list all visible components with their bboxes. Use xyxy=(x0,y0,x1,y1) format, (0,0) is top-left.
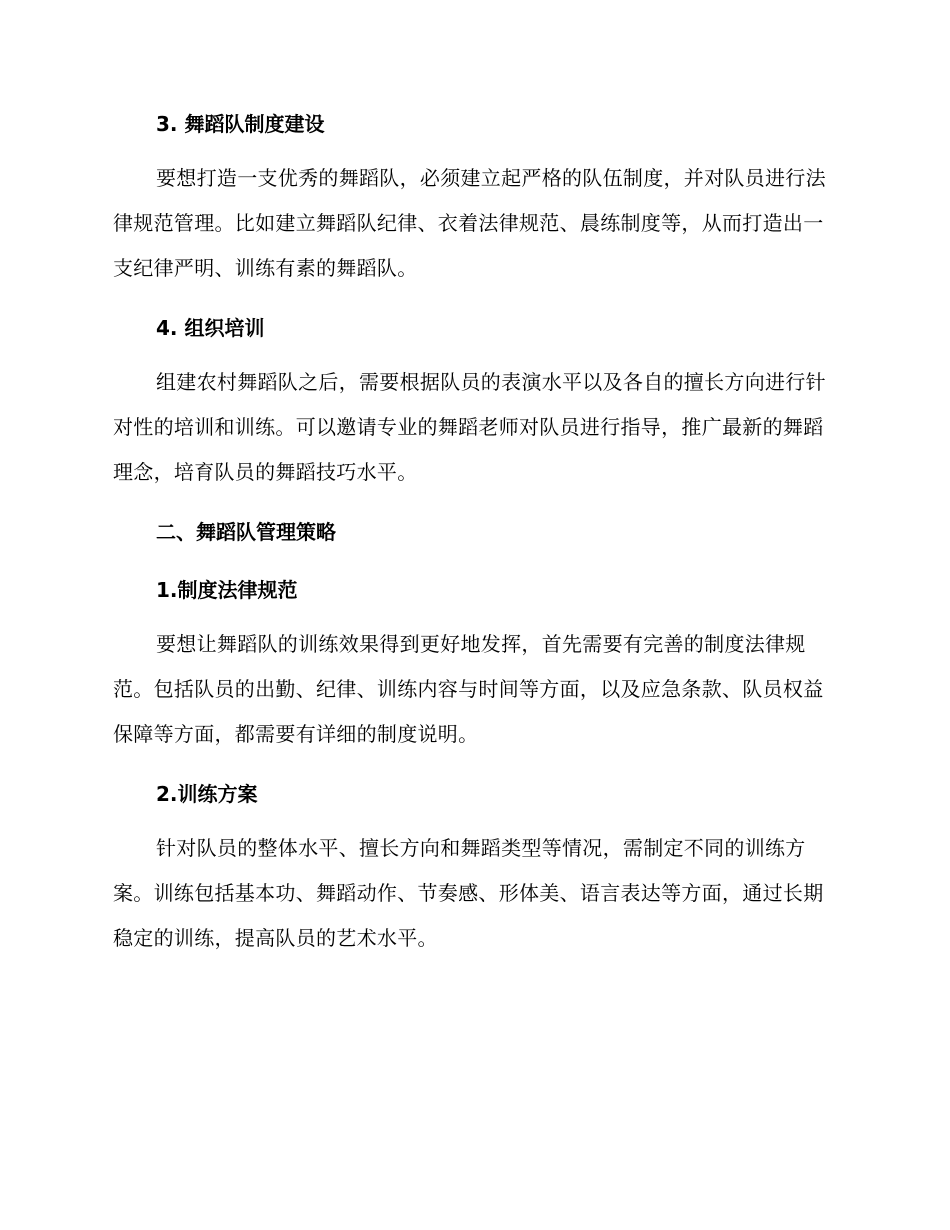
paragraph-organize-training: 组建农村舞蹈队之后，需要根据队员的表演水平以及各自的擅长方向进行针对性的培训和训练。可以邀请专业的舞蹈老师对队员进行指导，推广最新的舞蹈理念，培育队员的舞蹈技巧水平。 xyxy=(113,370,826,484)
section-heading-organize-training: 4. 组织培训 xyxy=(156,316,265,340)
paragraph-dance-team-system: 要想打造一支优秀的舞蹈队，必须建立起严格的队伍制度，并对队员进行法律规范管理。比如建立舞蹈队纪律、衣着法律规范、晨练制度等，从而打造出一支纪律严明、训练有素的舞蹈队。 xyxy=(113,166,826,280)
section-heading-system-regulations: 1.制度法律规范 xyxy=(156,578,298,602)
paragraph-system-regulations: 要想让舞蹈队的训练效果得到更好地发挥，首先需要有完善的制度法律规范。包括队员的出勤、纪律、训练内容与时间等方面，以及应急条款、队员权益保障等方面，都需要有详细的制度说明。 xyxy=(113,632,824,746)
paragraph-training-plan: 针对队员的整体水平、擅长方向和舞蹈类型等情况，需制定不同的训练方案。训练包括基本功、舞蹈动作、节奏感、形体美、语言表达等方面，通过长期稳定的训练，提高队员的艺术水平。 xyxy=(113,836,824,950)
document-body xyxy=(113,108,831,961)
section-heading-dance-team-system: 3. 舞蹈队制度建设 xyxy=(156,112,325,136)
section-heading-training-plan: 2.训练方案 xyxy=(156,782,258,806)
chapter-heading-management-strategy: 二、舞蹈队管理策略 xyxy=(156,520,336,544)
